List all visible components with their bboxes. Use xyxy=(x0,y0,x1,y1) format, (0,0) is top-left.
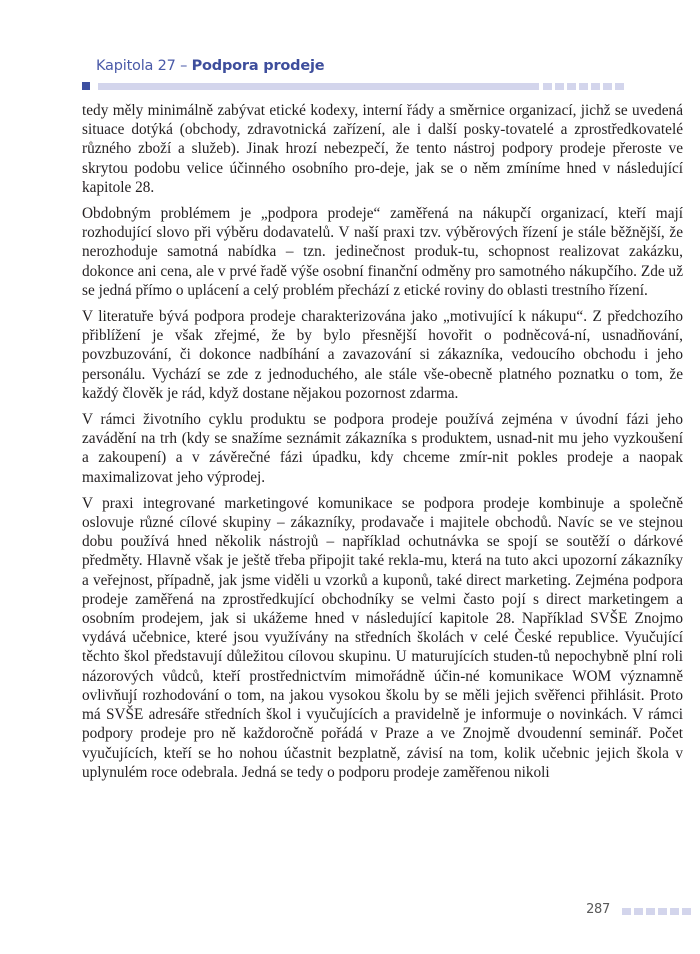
header-rule xyxy=(82,82,700,91)
square-icon xyxy=(622,908,631,915)
square-icon xyxy=(658,908,667,915)
square-icon xyxy=(555,83,564,90)
paragraph: V praxi integrované marketingové komunikace se podpora prodeje kombinuje a společně oslovuje různé cílové skupiny – zákazníky, prodavače i majitele obchodů. Navíc se ve stejnou dobu používá hned několik nástrojů – například ochutnávka se spojí se soutěží o dárkové předměty. Hlavně však je ještě třeba připojit také rekla-mu, která na tuto akci upozorní zákazníky a veřejnost, případně, jak jsme viděli u vzorků a kuponů, také direct marketing. Zejména podpora prodeje zaměřená na zprostředkující obchodníky se velmi často pojí s direct marketingem a osobním prodejem, jak si ukážeme hned v následující kapitole 28. Například SVŠE Znojmo vydává učebnice, které jsou využívány na středních školách v celé České republice. Vyučující těchto škol představují důležitou cílovou skupinu. U maturujících studen-tů nepochybně plní roli názorových vůdců, kteří prostřednictvím mimořádně účin-né komunikace WOM významně ovlivňují rozhodování o tom, na jakou vysokou školu by se měli jejich svěřenci přihlásit. Proto má SVŠE adresáře středních škol i vyučujících a pravidelně je informuje o novinkách. V rámci podpory prodeje pro ně každoročně pořádá v Praze a ve Znojmě dvoudenní seminář. Počet vyučujících, kteří se ho nohou účastnit bezplatně, závisí na tom, kolik učebnic jejich škola v uplynulém roce odebrala. Jedná se tedy o podporu prodeje zaměřenou nikoli xyxy=(82,494,683,781)
square-icon xyxy=(646,908,655,915)
square-icon xyxy=(682,908,691,915)
paragraph: V rámci životního cyklu produktu se podpora prodeje používá zejména v úvodní fázi jeho zavádění na trh (kdy se snažíme seznámit zákazníka s produktem, usnad-nit mu jeho vyzkoušení a zakoupení) a v závěrečné fázi úpadku, kdy chceme zmír-nit pokles prodeje a naopak maximalizovat jeho výprodej. xyxy=(82,411,683,486)
body-text xyxy=(82,101,683,789)
square-icon xyxy=(579,83,588,90)
chapter-number: Kapitola 27 – xyxy=(96,58,192,74)
square-icon xyxy=(567,83,576,90)
paragraph: Obdobným problémem je „podpora prodeje“ zaměřená na nákupčí organizací, kteří mají rozhodující slovo při výběru dodavatelů. V naší praxi tzv. výběrových řízení je stále běžnější, že nerozhoduje samotná nabídka – tzn. jedinečnost produk-tu, schopnost realizovat zakázku, dokonce ani cena, ale v prvé řadě výše osobní finanční odměny pro samotného nákupčího. Zde už se jedná přímo o uplácení a celý problém přechází z etické roviny do oblasti trestního řízení. xyxy=(82,205,683,299)
page-number: 287 xyxy=(586,902,610,917)
paragraph: tedy měly minimálně zabývat etické kodexy, interní řády a směrnice organizací, jichž se uvedená situace dotýká (obchody, zdravotnická zařízení, ale i další posky-tovatelé a zprostředkovatelé různého zboží a služeb). Jinak hrozí nebezpečí, že tento nástroj podpory prodeje přeroste ve skrytou podobu velice účinného osobního pro-deje, jak se o něm zmíníme hned v následující kapitole 28. xyxy=(82,102,683,196)
square-icon xyxy=(591,83,600,90)
paragraph: V literatuře bývá podpora prodeje charakterizována jako „motivující k nákupu“. Z předchozího přiblížení je však zřejmé, že by bylo přesnější hovořit o podněcová-ní, usnadňování, povzbuzování, či dokonce nadbíhání a zavazování si zákazníka, vedoucího obchodu i jeho personálu. Vychází se zde z jednoduchého, ale stále vše-obecně platného poznatku o tom, že každý člověk je rád, když dostane nějakou pozornost zdarma. xyxy=(82,308,683,402)
chapter-title: Podpora prodeje xyxy=(191,58,325,74)
chapter-heading xyxy=(96,58,324,74)
square-icon xyxy=(634,908,643,915)
square-icon xyxy=(603,83,612,90)
square-marker-icon xyxy=(82,82,90,90)
decorative-squares xyxy=(622,908,691,915)
header-bar xyxy=(98,83,539,90)
page-footer xyxy=(0,902,700,922)
square-icon xyxy=(670,908,679,915)
square-icon xyxy=(543,83,552,90)
decorative-squares xyxy=(543,83,624,90)
square-icon xyxy=(615,83,624,90)
